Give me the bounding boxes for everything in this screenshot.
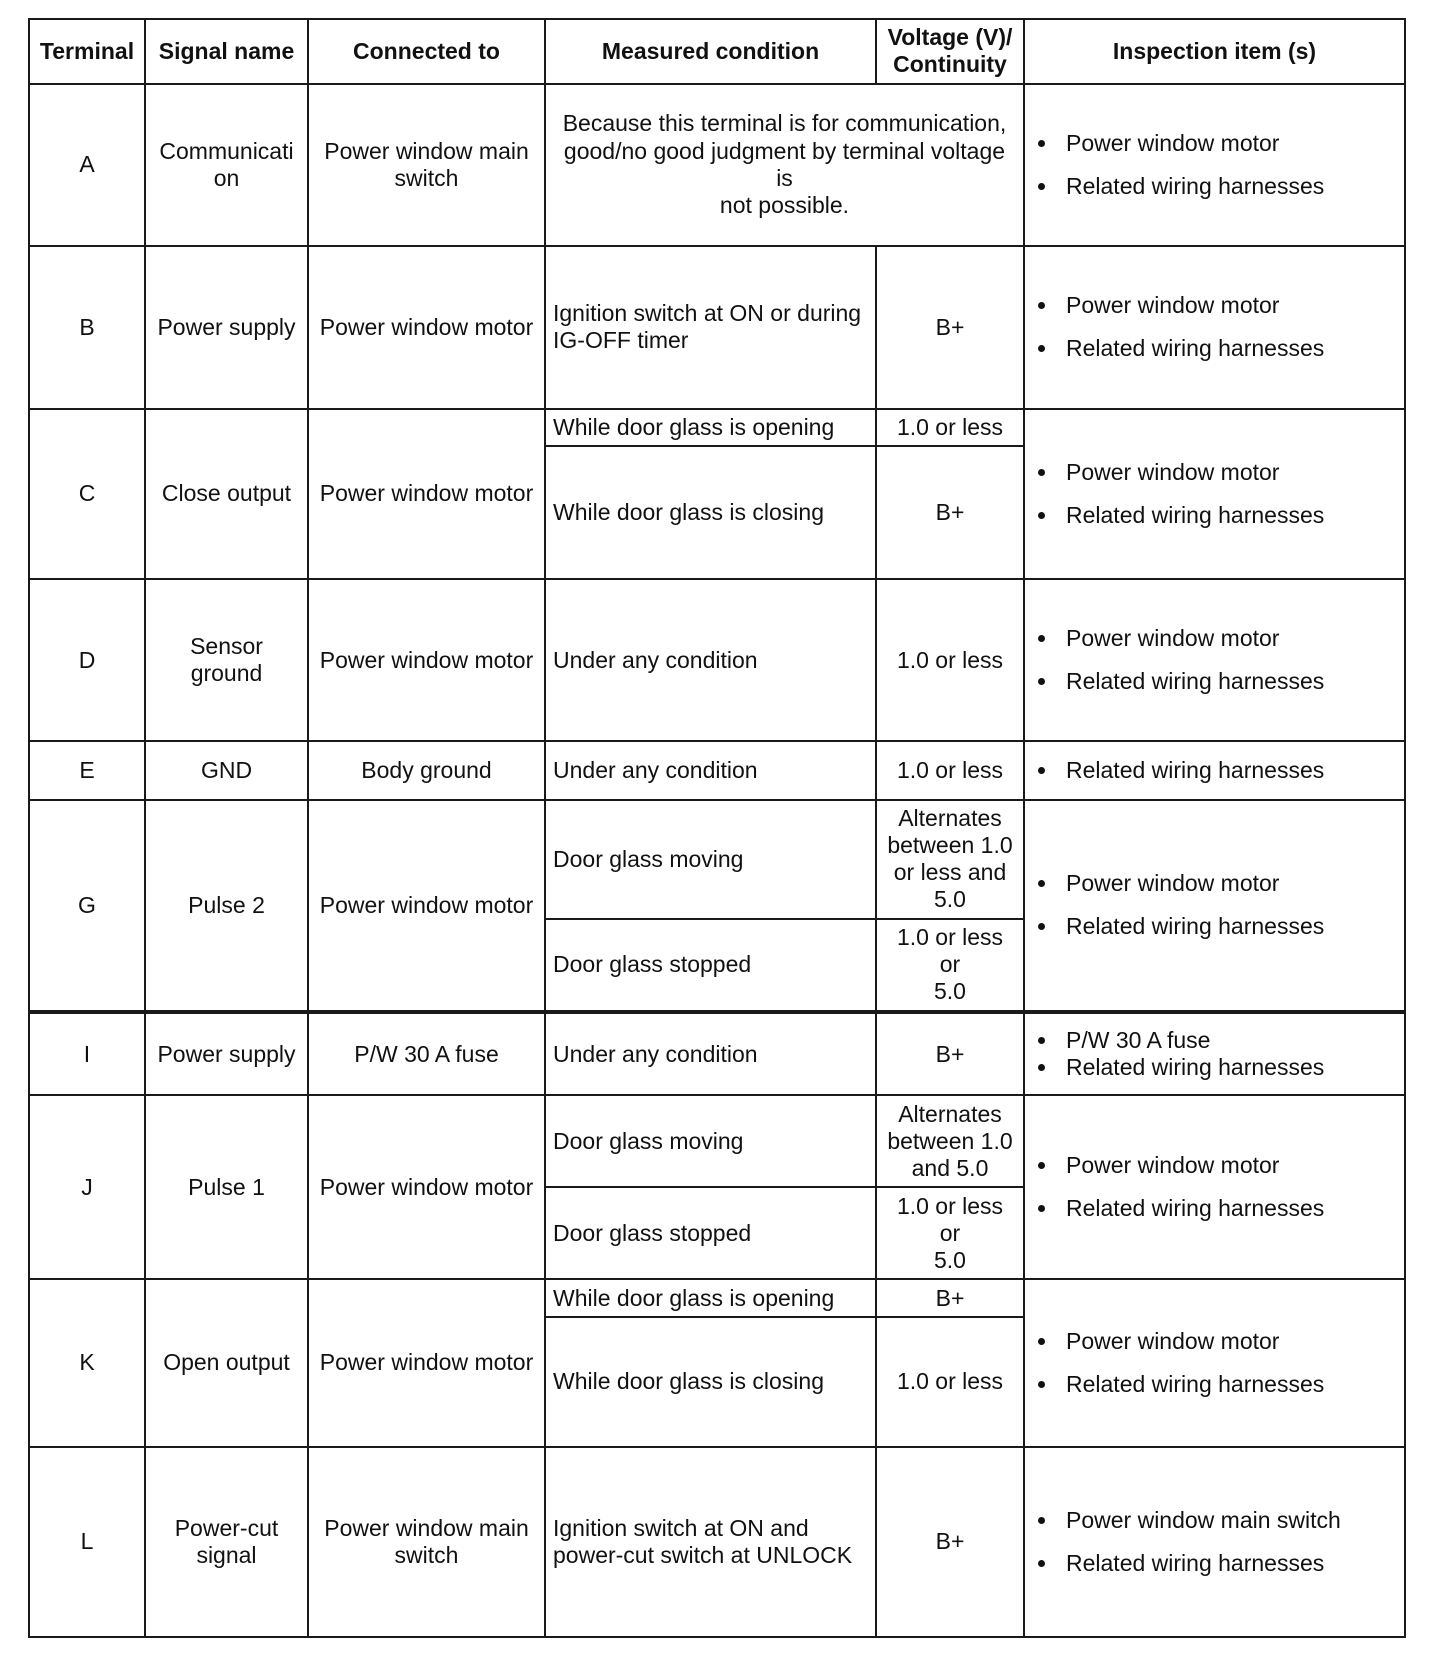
inspection-item: Power window main switch [1032, 1507, 1397, 1534]
measured-condition-cell [545, 1447, 876, 1637]
measured-condition-cell: Under any condition [545, 579, 876, 741]
voltage-cell [876, 1187, 1024, 1279]
condition-line1: Ignition switch at ON and [553, 1514, 809, 1541]
connected-to-cell: Power window motor [308, 1279, 545, 1446]
table-row-E [29, 741, 1405, 799]
inspection-cell [1024, 579, 1405, 741]
connected-to-cell: Power window motor [308, 246, 545, 409]
connected-to-cell [308, 84, 545, 246]
inspection-item: Related wiring harnesses [1032, 668, 1397, 695]
header-row [29, 19, 1405, 84]
inspection-item: Related wiring harnesses [1032, 913, 1397, 940]
terminal-inspection-table [28, 18, 1406, 1638]
inspection-item: Related wiring harnesses [1032, 1371, 1397, 1398]
voltage-line2: 5.0 [934, 978, 966, 1005]
inspection-item: Related wiring harnesses [1032, 1054, 1397, 1081]
measured-condition-cell: Door glass moving [545, 1095, 876, 1187]
terminal-cell: C [29, 409, 145, 579]
inspection-item: P/W 30 A fuse [1032, 1027, 1397, 1054]
inspection-item: Related wiring harnesses [1032, 502, 1397, 529]
condition-line2: IG-OFF timer [553, 327, 689, 354]
header-connected-to: Connected to [308, 19, 545, 84]
inspection-cell [1024, 1012, 1405, 1096]
inspection-item: Related wiring harnesses [1032, 335, 1397, 362]
inspection-item: Power window motor [1032, 1328, 1397, 1355]
signal-line2: ground [190, 660, 263, 687]
voltage-line1: Alternates [898, 804, 1002, 831]
inspection-cell [1024, 800, 1405, 1012]
connected-to-cell: Body ground [308, 741, 545, 799]
terminal-cell: L [29, 1447, 145, 1637]
voltage-cell: 1.0 or less [876, 741, 1024, 799]
voltage-cell: 1.0 or less [876, 1317, 1024, 1447]
terminal-cell: A [29, 84, 145, 246]
terminal-cell: G [29, 800, 145, 1012]
voltage-line1: Alternates [898, 1100, 1002, 1127]
inspection-item: Power window motor [1032, 292, 1397, 319]
signal-name-cell: Power supply [145, 246, 308, 409]
connected-line1: Power window main [324, 137, 529, 164]
connected-line1: Power window main [324, 1514, 529, 1541]
table-row-I [29, 1012, 1405, 1096]
table-row-A [29, 84, 1405, 246]
table-row-G [29, 800, 1405, 919]
header-voltage [876, 19, 1024, 84]
inspection-item: Power window motor [1032, 625, 1397, 652]
inspection-cell [1024, 1447, 1405, 1637]
header-terminal: Terminal [29, 19, 145, 84]
voltage-cell: B+ [876, 1279, 1024, 1316]
inspection-cell [1024, 1095, 1405, 1279]
inspection-cell [1024, 409, 1405, 579]
measured-condition-cell: Door glass stopped [545, 919, 876, 1012]
connected-line2: switch [394, 1541, 459, 1568]
connected-to-cell: P/W 30 A fuse [308, 1012, 545, 1096]
measured-condition-cell: While door glass is opening [545, 409, 876, 446]
voltage-cell: B+ [876, 446, 1024, 579]
measured-condition-cell: Door glass stopped [545, 1187, 876, 1279]
inspection-item: Power window motor [1032, 1152, 1397, 1179]
table-row-J [29, 1095, 1405, 1187]
terminal-cell: D [29, 579, 145, 741]
condition-line1: Ignition switch at ON or during [553, 300, 862, 327]
measured-condition-cell: While door glass is opening [545, 1279, 876, 1316]
note-line2: good/no good judgment by terminal voltage is [563, 137, 1006, 191]
inspection-item: Related wiring harnesses [1032, 1195, 1397, 1222]
measured-condition-cell [545, 246, 876, 409]
voltage-cell: B+ [876, 1447, 1024, 1637]
measured-condition-cell: Door glass moving [545, 800, 876, 919]
voltage-cell [876, 800, 1024, 919]
voltage-cell: B+ [876, 246, 1024, 409]
inspection-cell [1024, 246, 1405, 409]
condition-line2: power-cut switch at UNLOCK [553, 1541, 853, 1568]
signal-line2: signal [196, 1541, 257, 1568]
header-voltage-line2: Continuity [893, 51, 1007, 78]
signal-line1: Communicati [159, 137, 294, 164]
terminal-cell: K [29, 1279, 145, 1446]
terminal-cell: B [29, 246, 145, 409]
connected-line2: switch [394, 164, 459, 191]
inspection-cell [1024, 84, 1405, 246]
table-row-K [29, 1279, 1405, 1316]
voltage-line2: between 1.0 [887, 1127, 1013, 1154]
signal-line2: on [213, 164, 240, 191]
connected-to-cell: Power window motor [308, 1095, 545, 1279]
header-measured-condition: Measured condition [545, 19, 876, 84]
voltage-line1: 1.0 or less or [896, 1192, 1004, 1246]
table-row-D [29, 579, 1405, 741]
terminal-cell: J [29, 1095, 145, 1279]
connected-to-cell: Power window motor [308, 579, 545, 741]
voltage-cell: 1.0 or less [876, 409, 1024, 446]
terminal-cell: I [29, 1012, 145, 1096]
inspection-cell [1024, 741, 1405, 799]
header-inspection-items: Inspection item (s) [1024, 19, 1405, 84]
measured-condition-cell: While door glass is closing [545, 446, 876, 579]
inspection-item: Power window motor [1032, 130, 1397, 157]
voltage-line2: between 1.0 [887, 832, 1013, 859]
table-row-L [29, 1447, 1405, 1637]
signal-line1: Sensor [190, 633, 263, 660]
note-line3: not possible. [719, 191, 850, 218]
voltage-line3: or less and [893, 859, 1007, 886]
measured-condition-cell: While door glass is closing [545, 1317, 876, 1447]
voltage-line4: 5.0 [934, 886, 966, 913]
voltage-line1: 1.0 or less or [896, 924, 1004, 978]
inspection-cell [1024, 1279, 1405, 1446]
inspection-item: Related wiring harnesses [1032, 757, 1397, 784]
header-signal-name: Signal name [145, 19, 308, 84]
signal-name-cell [145, 1447, 308, 1637]
voltage-cell: 1.0 or less [876, 579, 1024, 741]
connected-to-cell [308, 1447, 545, 1637]
signal-name-cell: Power supply [145, 1012, 308, 1096]
connected-to-cell: Power window motor [308, 409, 545, 579]
inspection-item: Power window motor [1032, 870, 1397, 897]
voltage-cell: B+ [876, 1012, 1024, 1096]
inspection-item: Power window motor [1032, 459, 1397, 486]
signal-name-cell: GND [145, 741, 308, 799]
inspection-item: Related wiring harnesses [1032, 1550, 1397, 1577]
signal-name-cell: Pulse 2 [145, 800, 308, 1012]
connected-to-cell: Power window motor [308, 800, 545, 1012]
signal-name-cell [145, 579, 308, 741]
communication-note-cell [545, 84, 1024, 246]
note-line1: Because this terminal is for communication, [562, 110, 1007, 137]
signal-name-cell [145, 84, 308, 246]
terminal-cell: E [29, 741, 145, 799]
table-row-C [29, 409, 1405, 446]
signal-name-cell: Pulse 1 [145, 1095, 308, 1279]
signal-line1: Power-cut [174, 1514, 279, 1541]
voltage-cell [876, 1095, 1024, 1187]
inspection-item: Related wiring harnesses [1032, 173, 1397, 200]
signal-name-cell: Open output [145, 1279, 308, 1446]
voltage-line2: 5.0 [934, 1246, 966, 1273]
signal-name-cell: Close output [145, 409, 308, 579]
measured-condition-cell: Under any condition [545, 1012, 876, 1096]
table-row-B [29, 246, 1405, 409]
measured-condition-cell: Under any condition [545, 741, 876, 799]
header-voltage-line1: Voltage (V)/ [887, 24, 1013, 51]
voltage-line3: and 5.0 [911, 1154, 989, 1181]
voltage-cell [876, 919, 1024, 1012]
